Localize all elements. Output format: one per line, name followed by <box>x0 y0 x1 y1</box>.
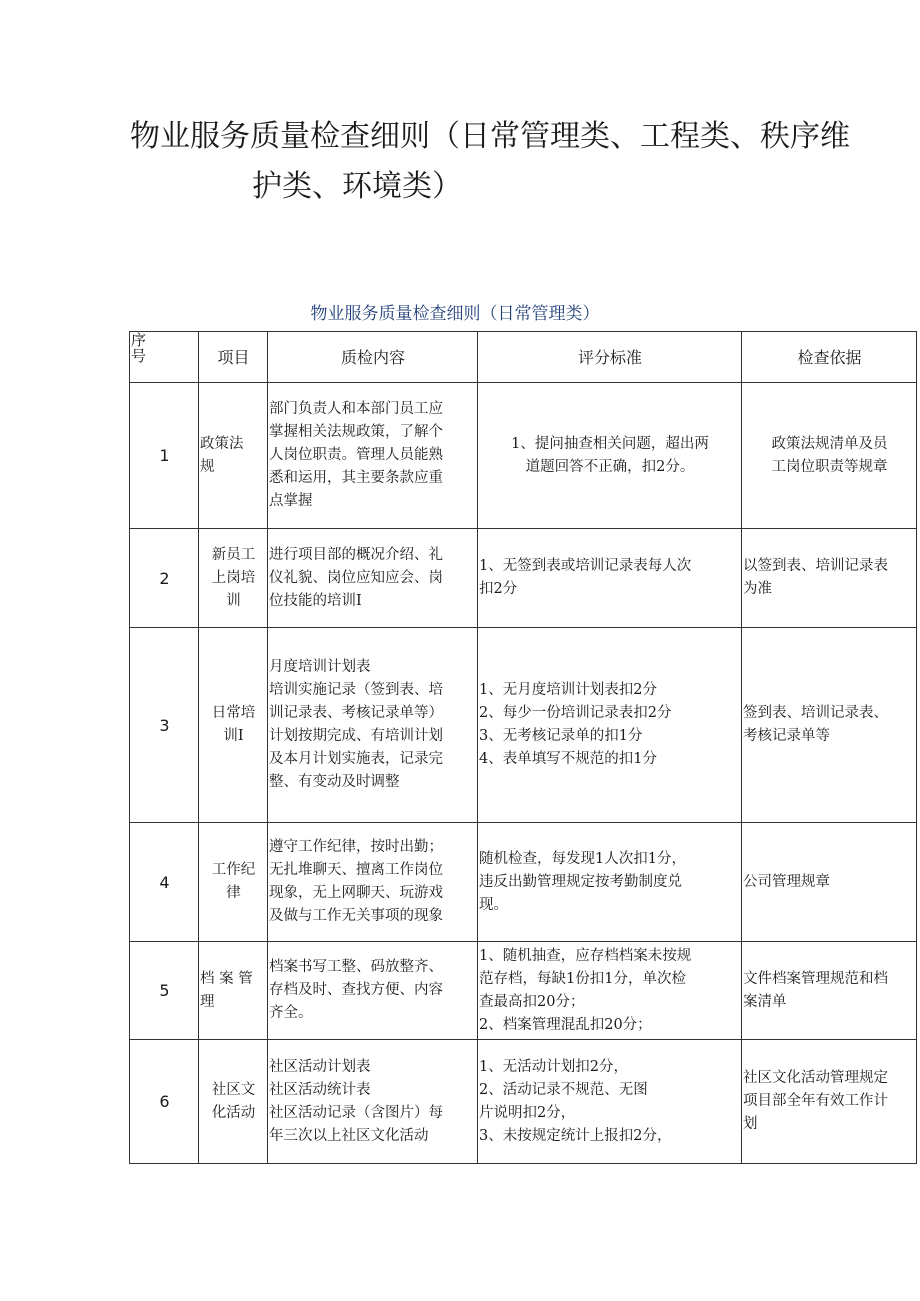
row-content-line: 社区活动统计表 <box>269 1081 371 1098</box>
document-title-line1: 物业服务质量检查细则（日常管理类、工程类、秩序维 <box>130 119 850 154</box>
table-row <box>130 628 917 823</box>
row-content-line: 无扎堆聊天、擅离工作岗位 <box>269 862 443 878</box>
row-standard <box>478 628 742 823</box>
table-body <box>130 383 917 1164</box>
row-content-line: 整、有变动及时调整 <box>269 774 400 790</box>
row-standard-line: 2、每少一份培训记录表扣2分 <box>479 705 672 721</box>
header-item: 项目 <box>199 332 268 383</box>
row-item-line: 工作纪 <box>211 862 256 878</box>
row-content-line: 社区活动记录（含图片）每 <box>269 1104 443 1121</box>
row-standard-line: 范存档，每缺1份扣1分，单次检 <box>479 970 686 987</box>
row-basis-line: 文件档案管理规范和档 <box>743 970 888 987</box>
table-title: 物业服务质量检查细则（日常管理类） <box>310 304 600 324</box>
row-standard <box>478 383 742 529</box>
row-item-line: 新员工 <box>211 546 256 563</box>
row-basis-line: 案清单 <box>743 993 787 1010</box>
document-title-line2: 护类、环境类） <box>252 169 462 204</box>
row-standard-line: 1、无月度培训计划表扣2分 <box>479 682 657 698</box>
table-header-row <box>130 332 917 383</box>
row-standard-line: 1、无活动计划扣2分， <box>479 1058 628 1075</box>
row-content-line: 掌握相关法规政策，了解个 <box>269 424 443 440</box>
row-content <box>268 942 478 1040</box>
row-seq: 5 <box>130 942 199 1040</box>
row-content-line: 点掌握 <box>269 493 313 509</box>
table-row <box>130 942 917 1040</box>
row-content-line: 社区活动计划表 <box>269 1058 371 1075</box>
row-standard-line: 现。 <box>479 896 508 913</box>
row-item-line: 政策法 <box>200 435 244 452</box>
row-basis <box>742 942 917 1040</box>
row-seq: 4 <box>130 823 199 942</box>
header-seq <box>130 332 199 383</box>
row-basis-line: 划 <box>743 1116 758 1132</box>
row-standard-line: 2、活动记录不规范、无图 <box>479 1081 648 1098</box>
row-content-line: 存档及时、查找方便、内容 <box>269 982 443 998</box>
table-row <box>130 529 917 628</box>
row-content-line: 训记录表、考核记录单等） <box>269 705 443 721</box>
row-standard-line: 1、无签到表或培训记录表每人次 <box>479 558 692 574</box>
row-seq: 6 <box>130 1040 199 1164</box>
row-content-line: 遵守工作纪律，按时出勤； <box>269 839 443 855</box>
row-content <box>268 529 478 628</box>
row-standard-line: 道题回答不正确，扣2分。 <box>525 458 695 475</box>
row-basis-line: 项目部全年有效工作计 <box>743 1093 888 1109</box>
row-basis <box>742 628 917 823</box>
row-basis <box>742 823 917 942</box>
row-item <box>199 1040 268 1164</box>
row-basis-line: 社区文化活动管理规定 <box>743 1070 888 1086</box>
row-item-line: 训 <box>226 592 241 609</box>
row-standard <box>478 942 742 1040</box>
row-item <box>199 628 268 823</box>
row-standard-line: 随机检查，每发现1人次扣1分， <box>479 850 686 867</box>
row-content-line: 及本月计划实施表，记录完 <box>269 751 443 767</box>
row-standard-line: 扣2分 <box>479 581 518 597</box>
row-standard-line: 违反出勤管理规定按考勤制度兑 <box>479 873 682 890</box>
row-content <box>268 383 478 529</box>
row-seq: 2 <box>130 529 199 628</box>
header-basis: 检查依据 <box>742 332 917 383</box>
row-item-line: 理 <box>200 993 215 1010</box>
row-content-line: 悉和运用，其主要条款应重 <box>269 470 443 486</box>
row-standard <box>478 529 742 628</box>
row-content-line: 及做与工作无关事项的现象 <box>269 908 443 924</box>
row-basis-line: 公司管理规章 <box>743 873 830 890</box>
row-content-line: 计划按期完成、有培训计划 <box>269 728 443 744</box>
row-item <box>199 383 268 529</box>
header-seq-line1: 序 <box>131 331 147 349</box>
row-content-line: 现象，无上网聊天、玩游戏 <box>269 885 443 901</box>
row-item-line: 社区文 <box>211 1081 256 1098</box>
row-basis <box>742 383 917 529</box>
row-content <box>268 1040 478 1164</box>
row-basis-line: 政策法规清单及员 <box>771 435 888 452</box>
row-seq: 1 <box>130 383 199 529</box>
row-basis-line: 考核记录单等 <box>743 728 830 744</box>
row-standard-line: 3、无考核记录单的扣1分 <box>479 728 643 744</box>
row-standard <box>478 823 742 942</box>
row-item-line: 上岗培 <box>211 569 256 586</box>
row-content-line: 进行项目部的概况介绍、礼 <box>269 546 443 563</box>
row-standard-line: 1、提问抽查相关问题，超出两 <box>511 435 709 452</box>
row-standard-line: 2、档案管理混乱扣20分； <box>479 1016 652 1033</box>
row-item-line: 日常培 <box>211 705 256 721</box>
row-content-line: 仪礼貌、岗位应知应会、岗 <box>269 569 443 586</box>
row-content-line: 年三次以上社区文化活动 <box>269 1127 429 1144</box>
row-item-line: 规 <box>200 458 215 475</box>
row-item-line: 律 <box>226 885 241 901</box>
row-seq: 3 <box>130 628 199 823</box>
header-standard: 评分标准 <box>478 332 742 383</box>
row-standard-line: 查最高扣20分； <box>479 993 585 1010</box>
row-basis <box>742 529 917 628</box>
row-basis-line: 为准 <box>743 581 772 597</box>
row-standard <box>478 1040 742 1164</box>
table-row <box>130 823 917 942</box>
row-item <box>199 823 268 942</box>
table-row <box>130 1040 917 1164</box>
row-item <box>199 529 268 628</box>
row-basis-line: 工岗位职责等规章 <box>771 458 888 475</box>
row-content <box>268 628 478 823</box>
row-content-line: 位技能的培训I <box>269 592 362 609</box>
header-seq-line2: 号 <box>131 347 147 365</box>
row-item-line: 档 案 管 <box>200 970 253 987</box>
inspection-table <box>129 331 917 1164</box>
row-content <box>268 823 478 942</box>
row-content-line: 齐全。 <box>269 1005 313 1021</box>
row-standard-line: 3、未按规定统计上报扣2分， <box>479 1127 672 1144</box>
row-standard-line: 4、表单填写不规范的扣1分 <box>479 751 657 767</box>
table-row <box>130 383 917 529</box>
row-content-line: 月度培训计划表 <box>269 659 371 675</box>
row-item-line: 训I <box>223 728 244 744</box>
row-basis <box>742 1040 917 1164</box>
row-content-line: 培训实施记录（签到表、培 <box>269 682 443 698</box>
row-item <box>199 942 268 1040</box>
row-standard-line: 1、随机抽查，应存档档案未按规 <box>479 947 692 964</box>
row-standard-line: 片说明扣2分， <box>479 1104 576 1121</box>
row-basis-line: 以签到表、培训记录表 <box>743 558 888 574</box>
header-content: 质检内容 <box>268 332 478 383</box>
document-title <box>0 112 920 212</box>
row-basis-line: 签到表、培训记录表、 <box>743 705 888 721</box>
row-item-line: 化活动 <box>211 1104 256 1121</box>
row-content-line: 人岗位职责。管理人员能熟 <box>269 447 443 463</box>
row-content-line: 部门负责人和本部门员工应 <box>269 401 443 417</box>
row-content-line: 档案书写工整、码放整齐、 <box>269 959 443 975</box>
